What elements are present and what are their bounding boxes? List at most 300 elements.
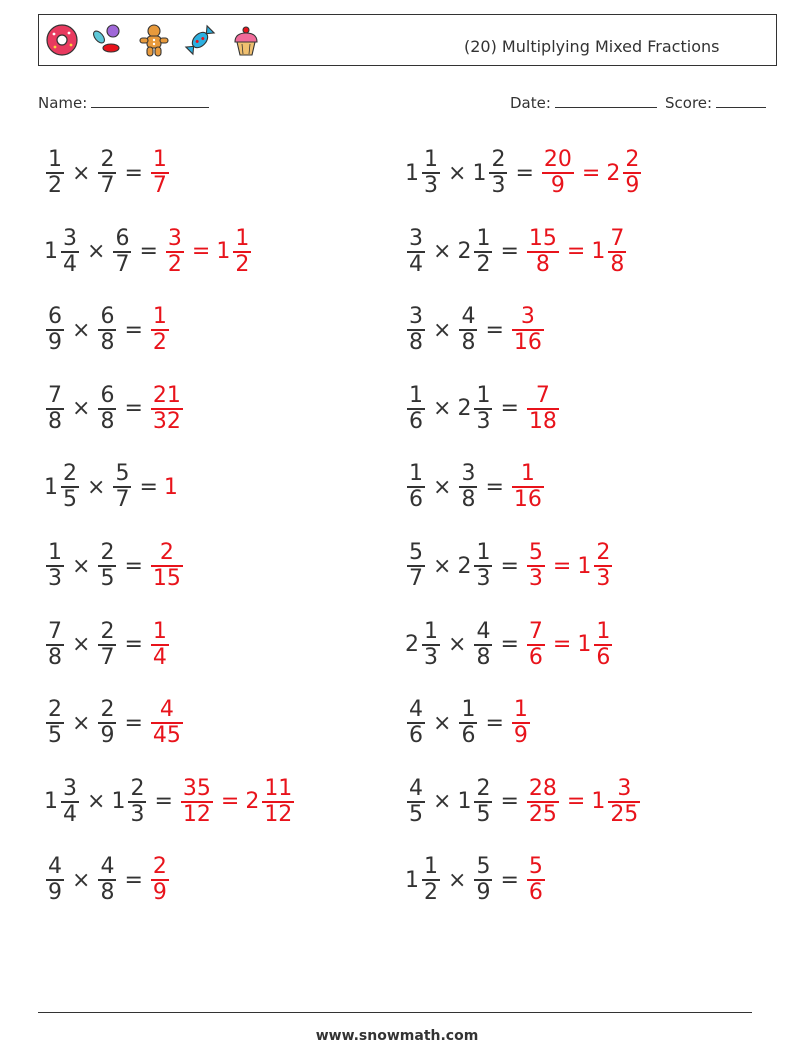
fraction <box>407 384 425 434</box>
numerator: 15 <box>528 225 557 251</box>
answer <box>525 227 628 277</box>
equals-sign: = <box>139 474 158 500</box>
numerator: 4 <box>48 854 62 880</box>
whole-part: 1 <box>216 239 231 265</box>
numerator: 3 <box>409 225 423 251</box>
equals-sign: = <box>485 474 504 500</box>
fraction <box>407 462 425 512</box>
mixed-number <box>525 855 547 905</box>
whole-part: 1 <box>591 789 606 815</box>
mixed-number <box>405 620 442 670</box>
denominator: 4 <box>152 644 167 670</box>
denominator: 2 <box>424 880 438 906</box>
mixed-number <box>44 777 81 827</box>
numerator: 6 <box>100 382 115 408</box>
score-blank[interactable] <box>716 93 766 108</box>
denominator: 8 <box>461 487 476 513</box>
date-label: Date: <box>510 94 551 112</box>
problem-row <box>44 143 171 203</box>
numerator: 1 <box>476 382 491 408</box>
numerator: 7 <box>535 382 550 408</box>
mixed-number <box>457 227 494 277</box>
fraction <box>151 305 169 355</box>
denominator: 9 <box>625 173 640 198</box>
problem-row <box>405 222 628 282</box>
fraction <box>98 541 116 591</box>
footer-divider <box>38 1012 752 1013</box>
times-sign: × <box>433 474 452 500</box>
numerator: 3 <box>617 775 632 801</box>
equals-sign: = <box>124 710 143 736</box>
footer-website: www.snowmath.com <box>315 1028 479 1044</box>
fraction <box>512 698 530 748</box>
numerator: 5 <box>528 854 543 880</box>
denominator: 9 <box>476 880 491 906</box>
denominator: 6 <box>528 880 543 906</box>
fraction <box>61 777 79 827</box>
whole-part: 1 <box>111 789 126 815</box>
numerator: 2 <box>48 697 62 723</box>
problem-row <box>44 536 185 596</box>
fraction <box>151 148 169 198</box>
numerator: 2 <box>100 697 115 723</box>
numerator: 3 <box>409 304 423 330</box>
problem-row <box>405 772 642 832</box>
mixed-number <box>405 855 442 905</box>
denominator: 9 <box>100 723 115 749</box>
fraction <box>474 227 492 277</box>
mixed-number <box>577 541 614 591</box>
numerator: 3 <box>167 225 182 251</box>
mixed-number <box>510 462 546 512</box>
mixed-number <box>44 384 66 434</box>
numerator: 11 <box>264 775 293 801</box>
denominator: 5 <box>63 487 77 513</box>
denominator: 2 <box>152 330 167 356</box>
mixed-number <box>96 384 118 434</box>
denominator: 8 <box>535 251 550 277</box>
problem-row <box>405 615 614 675</box>
mixed-number <box>472 148 509 198</box>
fraction <box>474 777 492 827</box>
equals-sign: = <box>552 553 572 579</box>
numerator: 28 <box>528 775 557 801</box>
denominator: 9 <box>513 723 528 749</box>
numerator: 4 <box>100 854 115 880</box>
numerator: 7 <box>48 618 62 644</box>
mixed-number <box>149 855 171 905</box>
numerator: 1 <box>476 225 491 251</box>
numerator: 3 <box>63 775 77 801</box>
mixed-number <box>245 777 296 827</box>
denominator: 8 <box>409 330 423 356</box>
answer <box>525 620 614 670</box>
numerator: 2 <box>596 540 611 565</box>
denominator: 18 <box>528 408 557 434</box>
whole-part: 2 <box>457 239 472 265</box>
problem-row <box>44 457 179 517</box>
wrapped-candy-icon <box>183 23 217 57</box>
numerator: 1 <box>424 147 438 172</box>
times-sign: × <box>72 710 91 736</box>
fraction <box>407 227 425 277</box>
mixed-number <box>405 384 427 434</box>
answer <box>149 855 171 905</box>
numerator: 2 <box>100 540 115 565</box>
denominator: 12 <box>182 801 211 827</box>
fraction <box>98 855 116 905</box>
fraction <box>489 148 507 198</box>
times-sign: × <box>448 160 467 186</box>
whole-part: 2 <box>457 396 472 422</box>
equals-sign: = <box>581 160 601 186</box>
fraction <box>608 227 626 277</box>
problem-row <box>405 379 561 439</box>
fraction <box>407 541 425 591</box>
fraction <box>98 620 116 670</box>
problem-row <box>405 536 614 596</box>
denominator: 8 <box>100 330 115 356</box>
numerator: 35 <box>182 775 211 801</box>
fraction <box>527 384 559 434</box>
denominator: 8 <box>610 251 625 277</box>
denominator: 7 <box>115 487 130 513</box>
denominator: 3 <box>476 566 491 591</box>
fraction <box>46 620 64 670</box>
numerator: 6 <box>100 304 115 330</box>
numerator: 1 <box>409 461 423 487</box>
denominator: 7 <box>115 251 130 277</box>
worksheet-title: (20) Multiplying Mixed Fractions <box>464 37 720 56</box>
denominator: 9 <box>48 880 62 906</box>
mixed-number <box>606 148 643 198</box>
cupcake-icon <box>229 23 263 57</box>
times-sign: × <box>448 632 467 658</box>
candy-icon <box>91 23 125 57</box>
fraction <box>608 777 640 827</box>
denominator: 15 <box>152 566 181 591</box>
fraction <box>459 698 477 748</box>
denominator: 3 <box>528 566 543 591</box>
numerator: 2 <box>625 147 640 172</box>
answer <box>525 384 561 434</box>
mixed-number <box>525 620 547 670</box>
problem-row <box>44 850 171 910</box>
mixed-number <box>96 305 118 355</box>
problem-row <box>405 850 547 910</box>
mixed-number <box>457 777 494 827</box>
numerator: 1 <box>152 618 167 644</box>
mixed-number <box>164 227 186 277</box>
mixed-number <box>96 620 118 670</box>
score-field[interactable] <box>665 93 766 112</box>
mixed-number <box>405 305 427 355</box>
fraction <box>151 620 169 670</box>
mixed-number <box>525 384 561 434</box>
fraction <box>113 462 131 512</box>
mixed-number <box>591 777 642 827</box>
fraction <box>46 541 64 591</box>
answer <box>510 305 546 355</box>
mixed-number <box>525 777 561 827</box>
name-field[interactable] <box>38 93 209 112</box>
times-sign: × <box>72 867 91 893</box>
answer <box>510 462 546 512</box>
answer <box>179 777 296 827</box>
numerator: 2 <box>152 854 167 880</box>
fraction <box>527 227 559 277</box>
fraction <box>459 462 477 512</box>
equals-sign: = <box>485 317 504 343</box>
mixed-number <box>44 227 81 277</box>
times-sign: × <box>72 160 91 186</box>
denominator: 2 <box>48 173 62 198</box>
whole-part: 1 <box>44 474 58 500</box>
denominator: 16 <box>513 330 542 356</box>
equals-sign: = <box>124 867 143 893</box>
denominator: 3 <box>424 644 438 670</box>
whole-part: 1 <box>577 553 592 579</box>
answer <box>149 541 185 591</box>
problem-row <box>405 693 532 753</box>
numerator: 4 <box>461 304 476 330</box>
whole-part: 1 <box>577 632 592 658</box>
fraction <box>527 541 545 591</box>
problem-row <box>44 222 253 282</box>
numerator: 5 <box>476 854 491 880</box>
mixed-number <box>149 305 171 355</box>
equals-sign: = <box>485 710 504 736</box>
mixed-number <box>44 620 66 670</box>
fraction <box>407 305 425 355</box>
denominator: 3 <box>476 408 491 434</box>
problem-row <box>44 615 171 675</box>
date-field[interactable] <box>510 93 657 112</box>
problem-row <box>44 693 185 753</box>
answer <box>149 148 171 198</box>
denominator: 45 <box>152 723 181 749</box>
whole-part: 1 <box>591 239 606 265</box>
fraction <box>512 462 544 512</box>
times-sign: × <box>72 632 91 658</box>
equals-sign: = <box>500 867 519 893</box>
times-sign: × <box>433 317 452 343</box>
mixed-number <box>472 855 494 905</box>
fraction <box>46 148 64 198</box>
fraction <box>474 855 492 905</box>
denominator: 9 <box>48 330 62 356</box>
fraction <box>181 777 213 827</box>
mixed-number <box>216 227 253 277</box>
answer <box>149 305 171 355</box>
denominator: 6 <box>409 723 423 749</box>
mixed-number <box>405 541 427 591</box>
denominator: 3 <box>48 566 62 591</box>
times-sign: × <box>87 789 106 815</box>
mixed-number <box>457 384 494 434</box>
mixed-number <box>510 698 532 748</box>
mixed-number <box>149 620 171 670</box>
answer <box>149 698 185 748</box>
mixed-number <box>44 855 66 905</box>
mixed-number <box>472 620 494 670</box>
denominator: 3 <box>130 801 145 827</box>
mixed-number <box>96 698 118 748</box>
answer <box>164 475 179 500</box>
equals-sign: = <box>566 239 586 265</box>
name-label: Name: <box>38 94 88 112</box>
denominator: 6 <box>409 408 423 434</box>
mixed-number <box>111 777 148 827</box>
problem-row <box>405 457 546 517</box>
mixed-number <box>457 462 479 512</box>
whole-number: 1 <box>163 474 178 500</box>
denominator: 2 <box>235 251 250 277</box>
equals-sign: = <box>500 396 519 422</box>
fraction <box>512 305 544 355</box>
mixed-number <box>457 541 494 591</box>
problem-row <box>44 379 185 439</box>
denominator: 8 <box>48 408 62 434</box>
equals-sign: = <box>124 632 143 658</box>
fraction <box>151 384 183 434</box>
denominator: 7 <box>152 173 167 198</box>
mixed-number <box>111 462 133 512</box>
fraction <box>233 227 251 277</box>
fraction <box>46 855 64 905</box>
mixed-number <box>164 475 179 500</box>
mixed-number <box>44 462 81 512</box>
numerator: 2 <box>63 461 77 487</box>
mixed-number <box>149 384 185 434</box>
denominator: 7 <box>100 644 115 670</box>
times-sign: × <box>87 239 106 265</box>
equals-sign: = <box>500 553 519 579</box>
numerator: 5 <box>115 461 130 487</box>
mixed-number <box>111 227 133 277</box>
mixed-number <box>457 698 479 748</box>
fraction <box>594 541 612 591</box>
denominator: 5 <box>476 801 491 827</box>
numerator: 1 <box>48 540 62 565</box>
mixed-number <box>44 148 66 198</box>
whole-part: 2 <box>245 789 260 815</box>
mixed-number <box>510 305 546 355</box>
fraction <box>46 305 64 355</box>
denominator: 6 <box>461 723 476 749</box>
whole-part: 1 <box>405 160 419 186</box>
mixed-number <box>577 620 614 670</box>
whole-part: 1 <box>457 789 472 815</box>
numerator: 7 <box>528 618 543 644</box>
equals-sign: = <box>124 553 143 579</box>
mixed-number <box>149 698 185 748</box>
fraction <box>422 620 440 670</box>
fraction <box>98 305 116 355</box>
equals-sign: = <box>154 789 173 815</box>
denominator: 9 <box>152 880 167 906</box>
mixed-number <box>44 305 66 355</box>
denominator: 16 <box>513 487 542 513</box>
denominator: 7 <box>100 173 115 198</box>
numerator: 2 <box>100 618 115 644</box>
denominator: 25 <box>610 801 639 827</box>
mixed-number <box>96 148 118 198</box>
denominator: 8 <box>100 880 115 906</box>
answer <box>540 148 643 198</box>
times-sign: × <box>448 867 467 893</box>
name-blank[interactable] <box>91 93 209 108</box>
times-sign: × <box>72 553 91 579</box>
numerator: 2 <box>491 147 506 172</box>
numerator: 1 <box>520 461 535 487</box>
numerator: 4 <box>409 697 423 723</box>
fraction <box>151 855 169 905</box>
numerator: 2 <box>100 147 115 172</box>
times-sign: × <box>433 553 452 579</box>
whole-part: 2 <box>606 160 621 186</box>
fraction <box>542 148 574 198</box>
denominator: 6 <box>409 487 423 513</box>
denominator: 7 <box>409 566 423 591</box>
fraction <box>407 777 425 827</box>
numerator: 4 <box>159 697 174 723</box>
fraction <box>98 148 116 198</box>
denominator: 3 <box>424 173 438 198</box>
denominator: 12 <box>264 801 293 827</box>
denominator: 6 <box>596 644 611 670</box>
times-sign: × <box>433 710 452 736</box>
numerator: 7 <box>610 225 625 251</box>
fraction <box>527 855 545 905</box>
whole-part: 1 <box>472 160 487 186</box>
worksheet-header <box>38 14 777 66</box>
denominator: 4 <box>63 801 77 827</box>
donut-icon <box>45 23 79 57</box>
numerator: 1 <box>152 304 167 330</box>
equals-sign: = <box>500 789 519 815</box>
fraction <box>61 227 79 277</box>
numerator: 5 <box>409 540 423 565</box>
fraction <box>98 698 116 748</box>
equals-sign: = <box>552 632 572 658</box>
denominator: 2 <box>476 251 491 277</box>
mixed-number <box>149 148 171 198</box>
gingerbread-icon <box>137 23 171 57</box>
date-blank[interactable] <box>555 93 657 108</box>
numerator: 1 <box>476 540 491 565</box>
fraction <box>128 777 146 827</box>
numerator: 1 <box>513 697 528 723</box>
numerator: 3 <box>63 225 77 251</box>
numerator: 1 <box>461 697 476 723</box>
times-sign: × <box>433 789 452 815</box>
mixed-number <box>405 698 427 748</box>
denominator: 2 <box>167 251 182 277</box>
denominator: 5 <box>48 723 62 749</box>
equals-sign: = <box>220 789 240 815</box>
mixed-number <box>405 777 427 827</box>
fraction <box>46 384 64 434</box>
fraction <box>151 698 183 748</box>
whole-part: 2 <box>457 553 472 579</box>
fraction <box>527 620 545 670</box>
numerator: 6 <box>115 225 130 251</box>
numerator: 5 <box>528 540 543 565</box>
equals-sign: = <box>124 160 143 186</box>
mixed-number <box>540 148 576 198</box>
mixed-number <box>405 148 442 198</box>
